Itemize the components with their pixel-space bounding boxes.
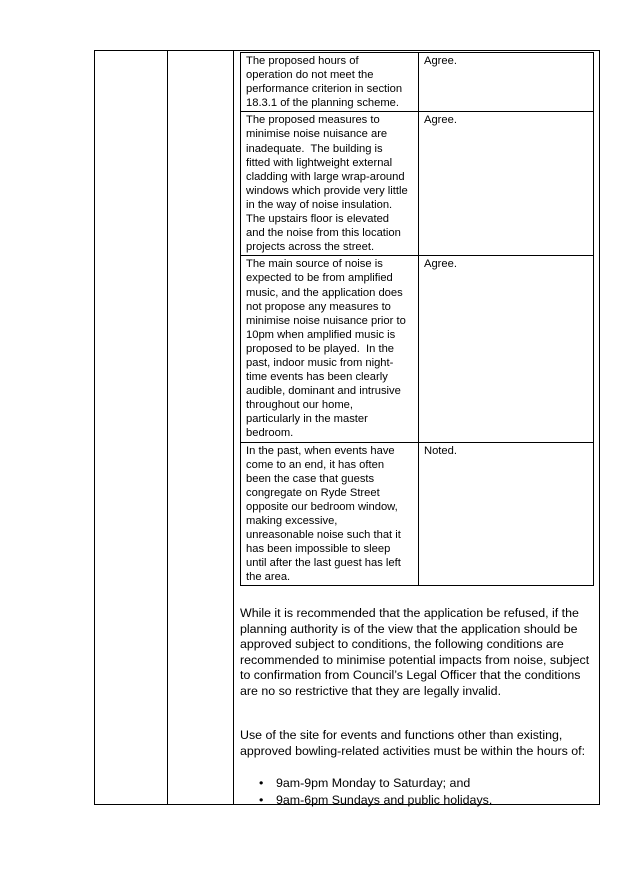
concern-text-line: expected to be from amplified [246,272,393,285]
concern-text-line: cladding with large wrap-around [246,170,405,183]
concern-text-line: inadequate. The building is [246,142,383,155]
concern-text-line: until after the last guest has left [246,557,401,570]
concern-text-line: operation do not meet the [246,69,374,82]
response-cell [419,256,594,442]
concern-text-line: projects across the street. [246,241,375,254]
paragraph-line: planning authority is of the view that the application should be [240,621,578,636]
concern-text-line: The proposed measures to [246,114,380,127]
concern-text-line: performance criterion in section [246,83,403,96]
paragraph-line: approved bowling-related activities must be within the hours of: [240,743,586,758]
column-divider-1 [167,51,168,804]
concern-text-line: been the case that guests [246,472,375,485]
concern-text-line: not propose any measures to [246,300,391,313]
condition-paragraph [240,728,596,759]
concern-text-line: 10pm when amplified music is [246,328,396,341]
concern-text-line: windows which provide very little [246,184,408,197]
concern-text-line: proposed to be played. In the [246,342,395,355]
concern-text-line: unreasonable noise such that it [246,529,401,542]
concern-text-line: has been impossible to sleep [246,543,391,556]
recommendation-paragraph [240,606,596,700]
bullet-text: 9am-9pm Monday to Saturday; and [276,776,471,790]
bullet-icon: • [259,776,264,790]
list-item [240,792,596,809]
list-item [240,775,596,792]
response-text: Noted. [424,444,457,457]
concern-text-line: come to an end, it has often [246,458,385,471]
concern-text-line: opposite our bedroom window, [246,500,398,513]
concern-text-line: making excessive, [246,515,338,527]
table-row [241,442,594,586]
response-text: Agree. [424,258,457,271]
concern-text-line: minimise noise nuisance prior to [246,314,406,327]
bullet-text: 9am-6pm Sundays and public holidays. [276,793,493,807]
response-cell [419,442,594,586]
hours-bullet-list [240,775,596,809]
paragraph-line: Use of the site for events and functions other than existing, [240,728,563,742]
response-cell [419,112,594,256]
concern-text-line: congregate on Ryde Street [246,486,380,499]
response-text: Agree. [424,114,457,127]
concern-text-line: minimise noise nuisance are [246,128,388,141]
concern-text-line: 18.3.1 of the planning scheme. [246,97,400,110]
concern-text-line: the area. [246,571,291,584]
concern-text-line: audible, dominant and intrusive [246,385,401,398]
concern-text-line: past, indoor music from night- [246,356,394,369]
table-row [241,53,594,112]
paragraph-line: are no so restrictive that they are legally invalid. [240,683,502,698]
response-text: Agree. [424,55,457,67]
table-row [241,112,594,256]
paragraph-line: recommended to minimise potential impacts from noise, subject [240,652,590,667]
concern-text-line: bedroom. [246,427,294,440]
concern-text-line: time events has been clearly [246,371,388,384]
concern-text-line: throughout our home, [246,399,353,412]
column-divider-2 [233,51,234,804]
concern-cell [241,442,419,586]
concern-text-line: In the past, when events have [246,444,395,457]
concern-cell [241,53,419,112]
response-cell [419,53,594,112]
concern-text-line: The proposed hours of [246,55,359,67]
concern-cell [241,256,419,442]
concern-text-line: particularly in the master [246,413,368,426]
paragraph-line: While it is recommended that the application be refused, if the [240,606,579,620]
table-row [241,256,594,442]
concern-text-line: music, and the application does [246,286,403,299]
concern-text-line: and the noise from this location [246,227,401,240]
concern-cell [241,112,419,256]
concern-text-line: The upstairs floor is elevated [246,213,390,226]
concern-text-line: fitted with lightweight external [246,156,393,169]
paragraph-line: approved subject to conditions, the following conditions are [240,637,564,652]
paragraph-line: to confirmation from Council’s Legal Officer that the conditions [240,668,581,683]
concern-text-line: The main source of noise is [246,258,383,271]
bullet-icon: • [259,793,264,807]
concern-text-line: in the way of noise insulation. [246,198,393,211]
concerns-response-table [240,52,594,586]
